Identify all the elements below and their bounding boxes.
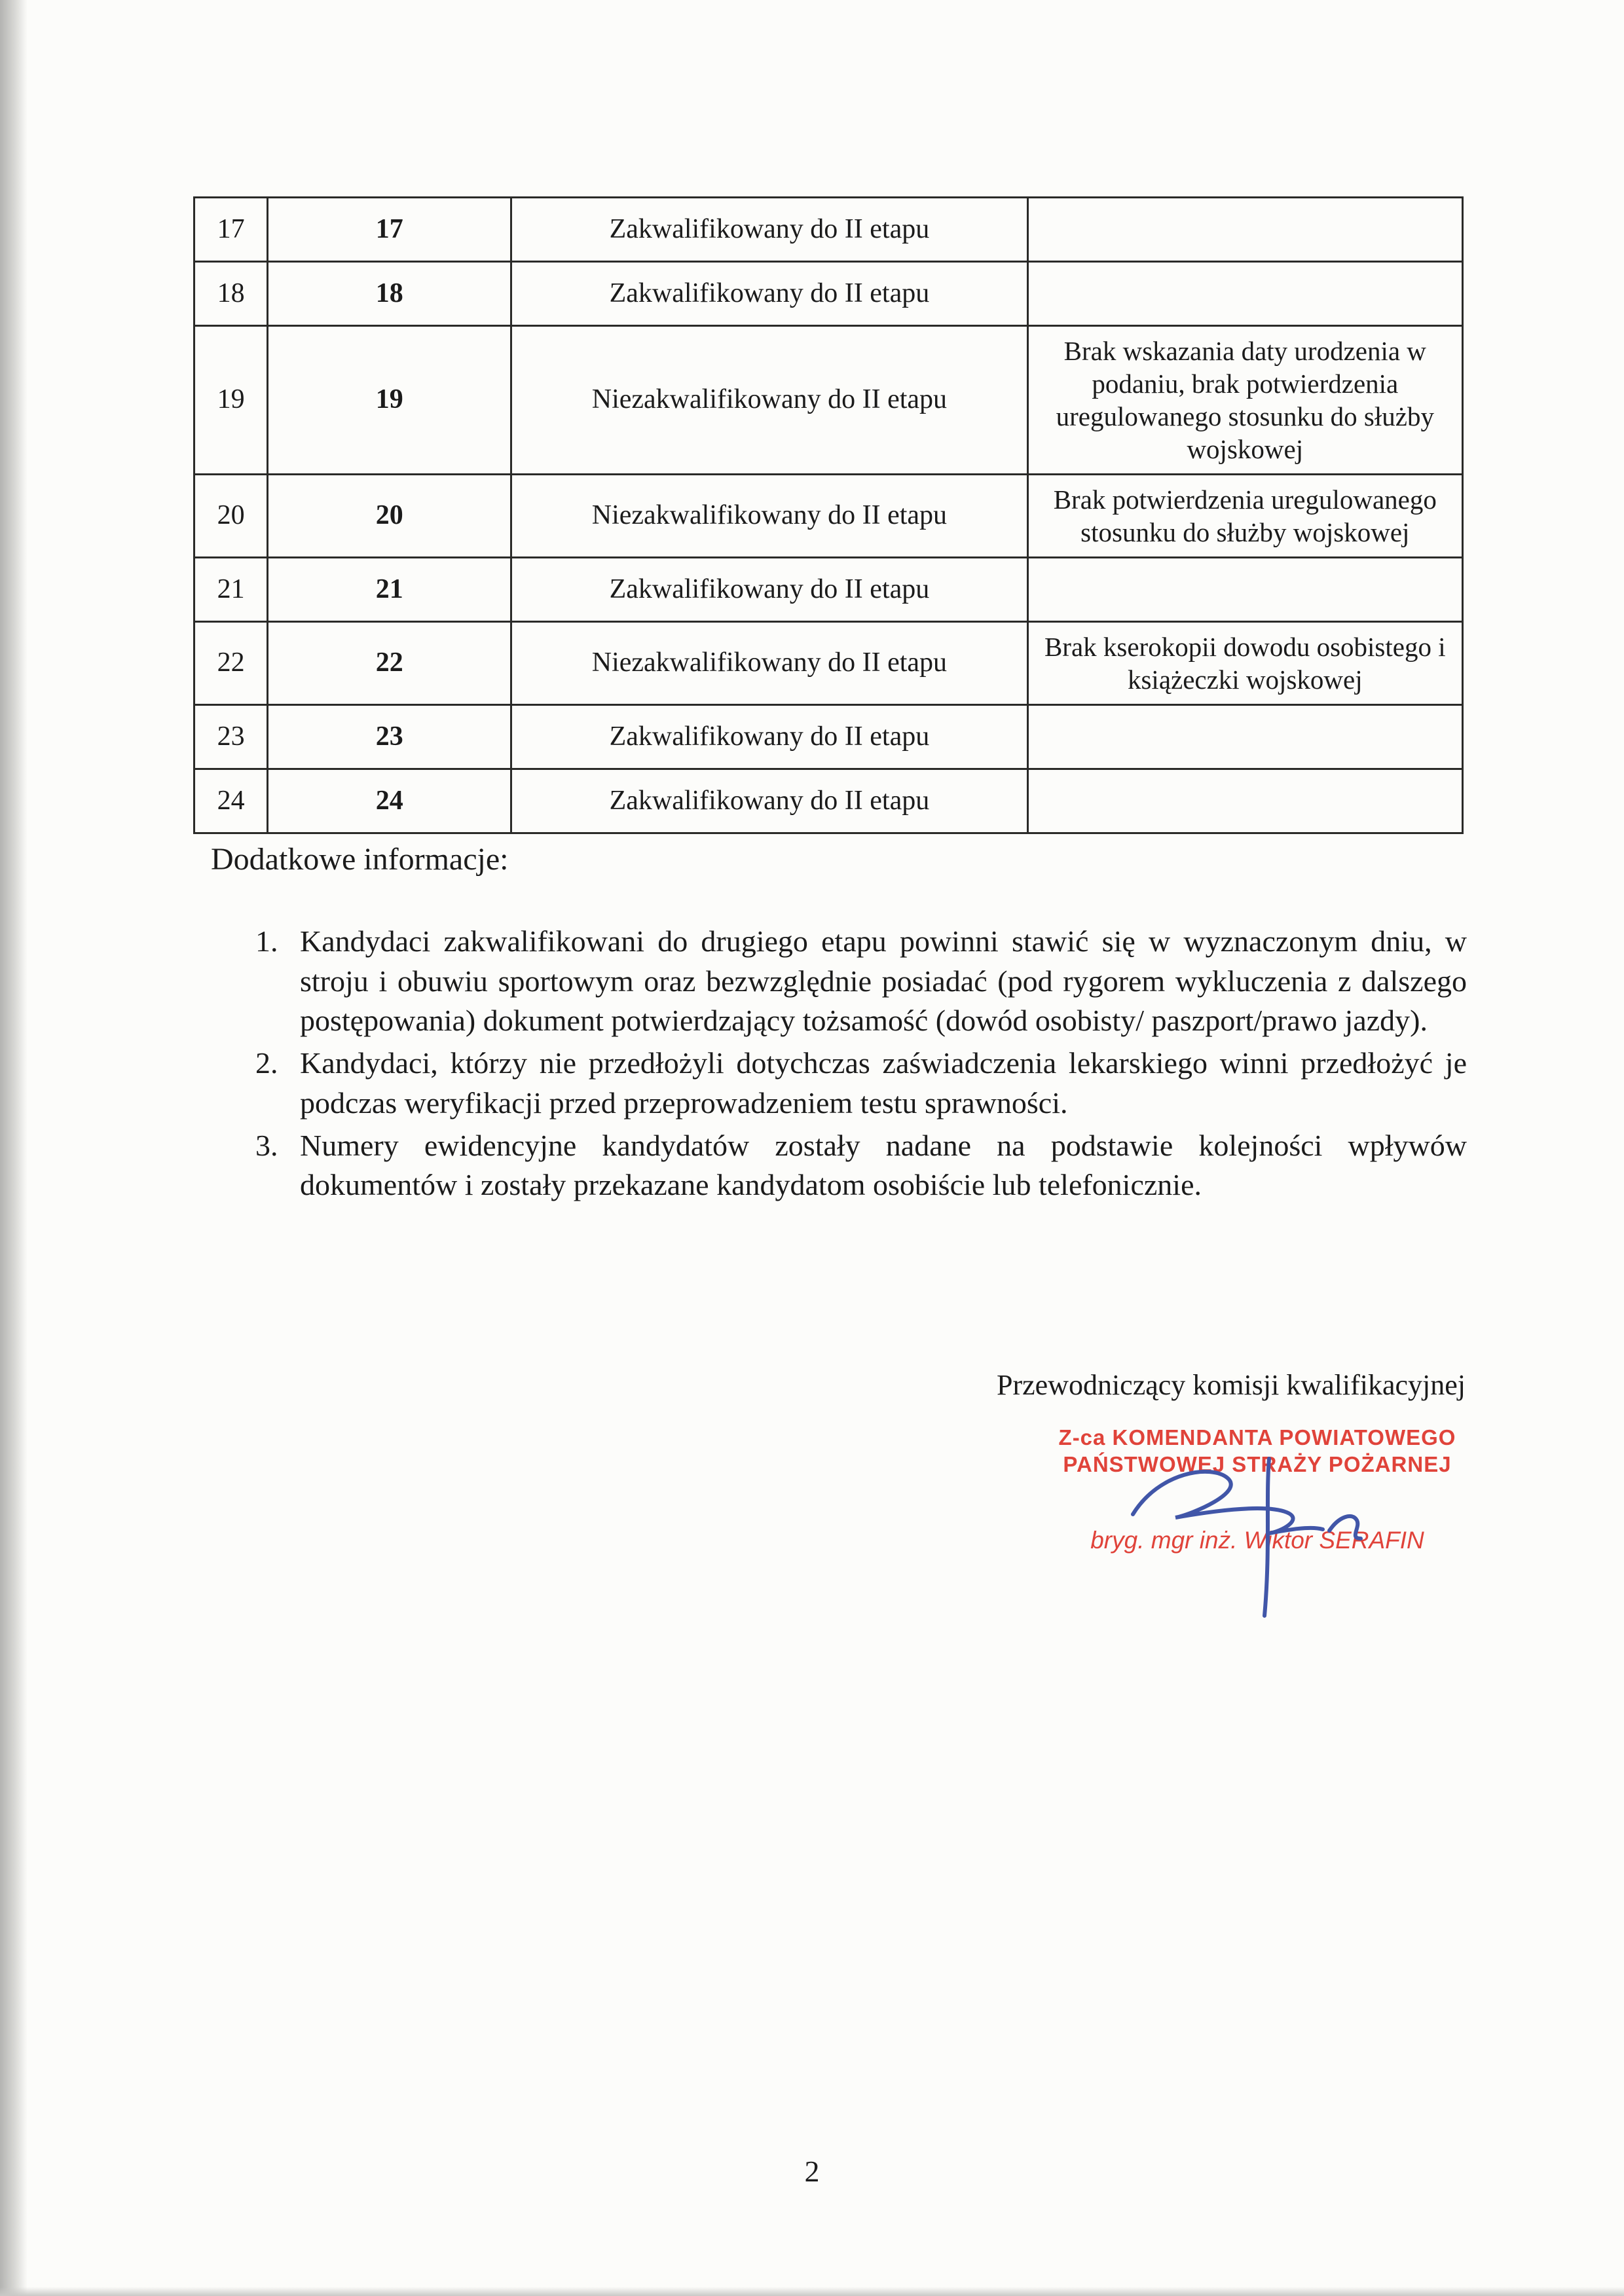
cell-status: Niezakwalifikowany do II etapu [511,326,1027,475]
qualification-table-wrap [193,196,1464,834]
section-heading: Dodatkowe informacje: [211,842,509,877]
cell-remarks: Brak potwierdzenia uregulowanego stosunku do służby wojskowej [1027,475,1462,558]
cell-id: 18 [268,262,511,326]
cell-status: Zakwalifikowany do II etapu [511,262,1027,326]
cell-id: 17 [268,198,511,262]
cell-status: Niezakwalifikowany do II etapu [511,475,1027,558]
list-item-text: Numery ewidencyjne kandydatów zostały nadane na podstawie kolejności wpływów dokumentów i zostały przekazane kandydatom osobiście lub telefonicznie. [300,1128,1467,1202]
cell-status: Niezakwalifikowany do II etapu [511,622,1027,705]
table-row [194,262,1463,326]
cell-no: 18 [194,262,268,326]
cell-remarks [1027,262,1462,326]
qualification-table [193,196,1464,834]
cell-remarks: Brak kserokopii dowodu osobistego i książeczki wojskowej [1027,622,1462,705]
cell-no: 23 [194,705,268,769]
scan-edge-left [0,0,28,2296]
list-item-number: 2. [255,1046,278,1080]
cell-no: 22 [194,622,268,705]
cell-id: 23 [268,705,511,769]
cell-no: 19 [194,326,268,475]
list-item [255,1126,1467,1205]
qualification-table-body [194,198,1463,833]
cell-remarks: Brak wskazania daty urodzenia w podaniu, brak potwierdzenia uregulowanego stosunku do służby wojskowej [1027,326,1462,475]
cell-id: 22 [268,622,511,705]
list-item [255,1044,1467,1123]
official-stamp [1041,1424,1473,1554]
list-item [255,922,1467,1041]
cell-remarks [1027,705,1462,769]
table-row [194,326,1463,475]
scan-edge-bottom [0,2287,1624,2296]
cell-no: 21 [194,558,268,622]
table-row [194,622,1463,705]
list-item-text: Kandydaci, którzy nie przedłożyli dotychczas zaświadczenia lekarskiego winni przedłożyć je podczas weryfikacji przed przeprowadzeniem testu sprawności. [300,1046,1467,1120]
cell-status: Zakwalifikowany do II etapu [511,558,1027,622]
cell-status: Zakwalifikowany do II etapu [511,769,1027,833]
stamp-name: bryg. mgr inż. Wiktor SERAFIN [1090,1526,1424,1554]
list-item-text: Kandydaci zakwalifikowani do drugiego etapu powinni stawić się w wyznaczonym dniu, w stroju i obuwiu sportowym oraz bezwzględnie posiadać (pod rygorem wykluczenia z dalszego postępowania) dokument potwierdzający tożsamość (dowód osobisty/ paszport/prawo jazdy). [300,924,1467,1038]
stamp-line-1: Z-ca KOMENDANTA POWIATOWEGO [1058,1425,1456,1449]
cell-no: 20 [194,475,268,558]
table-row [194,198,1463,262]
cell-id: 20 [268,475,511,558]
list-item-number: 1. [255,924,278,958]
list-item-number: 3. [255,1128,278,1162]
page-number: 2 [804,2155,820,2188]
info-list [255,922,1467,1208]
cell-remarks [1027,198,1462,262]
cell-remarks [1027,769,1462,833]
stamp-line-2: PAŃSTWOWEJ STRAŻY POŻARNEJ [1063,1452,1452,1477]
cell-no: 17 [194,198,268,262]
cell-id: 24 [268,769,511,833]
table-row [194,558,1463,622]
table-row [194,769,1463,833]
cell-remarks [1027,558,1462,622]
cell-status: Zakwalifikowany do II etapu [511,705,1027,769]
table-row [194,705,1463,769]
cell-id: 19 [268,326,511,475]
cell-id: 21 [268,558,511,622]
cell-no: 24 [194,769,268,833]
cell-status: Zakwalifikowany do II etapu [511,198,1027,262]
table-row [194,475,1463,558]
signature-title: Przewodniczący komisji kwalifikacyjnej [997,1369,1466,1401]
